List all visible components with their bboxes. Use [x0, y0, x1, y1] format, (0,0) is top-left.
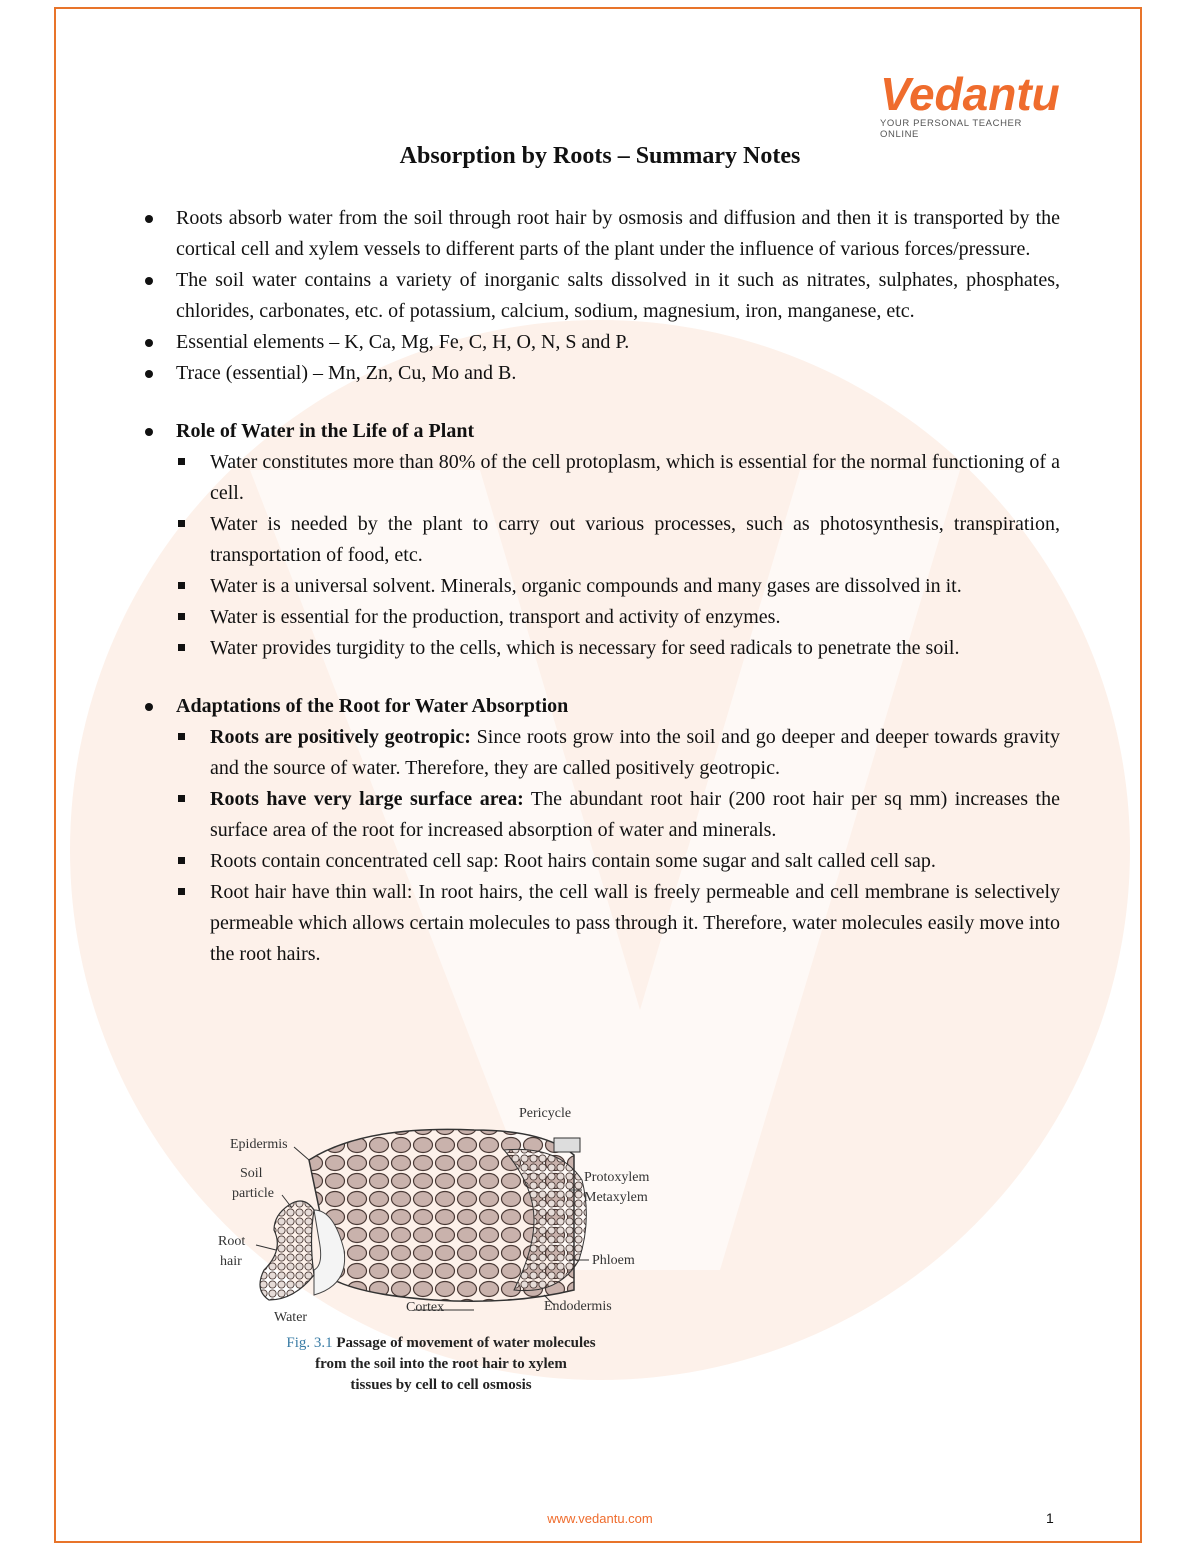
section-heading-role-of-water: Role of Water in the Life of a Plant	[144, 416, 1060, 447]
section-heading-adaptations: Adaptations of the Root for Water Absorption	[144, 691, 1060, 722]
caption-line-2: from the soil into the root hair to xylem	[315, 1356, 567, 1372]
logo-tagline: YOUR PERSONAL TEACHER ONLINE	[880, 118, 1022, 140]
label-phloem: Phloem	[592, 1253, 635, 1268]
notes-body	[144, 203, 1060, 970]
label-soil: Soil	[240, 1166, 263, 1181]
intro-bullet: Trace (essential) – Mn, Zn, Cu, Mo and B.	[144, 358, 1060, 389]
page-number: 1	[1046, 1510, 1054, 1526]
role-item: Water is essential for the production, transport and activity of enzymes.	[176, 602, 1060, 633]
logo-wordmark: Vedantu	[880, 68, 1060, 120]
role-item: Water is a universal solvent. Minerals, organic compounds and many gases are dissolved in it.	[176, 571, 1060, 602]
adapt-item-lead: Roots are positively geotropic:	[210, 726, 471, 748]
vedantu-logo[interactable]	[880, 70, 1060, 140]
label-water: Water	[274, 1310, 308, 1325]
page-title: Absorption by Roots – Summary Notes	[399, 143, 801, 169]
adapt-item-text: Since roots grow into the soil and go deeper and deeper towards gravity and the source of water. Therefore, they are called positively geotropic.	[210, 726, 1060, 779]
adapt-item-text: The abundant root hair (200 root hair per sq mm) increases the surface area of the root for increased absorption of water and minerals.	[210, 788, 1060, 841]
footer-website-link[interactable]: www.vedantu.com	[547, 1511, 653, 1526]
label-protoxylem: Protoxylem	[584, 1170, 650, 1185]
label-epidermis: Epidermis	[230, 1137, 288, 1152]
role-item: Water is needed by the plant to carry out various processes, such as photosynthesis, transpiration, transportation of food, etc.	[176, 509, 1060, 571]
adapt-item-text: Root hair have thin wall: In root hairs, the cell wall is freely permeable and cell membrane is selectively permeable which allows certain molecules to pass through it. Therefore, water molecules easily move into the root hairs.	[210, 881, 1060, 965]
label-particle: particle	[232, 1186, 274, 1201]
intro-bullet: The soil water contains a variety of inorganic salts dissolved in it such as nitrates, sulphates, phosphates, chlorides, carbonates, etc. of potassium, calcium, sodium, magnesium, iron, manganese, etc.	[144, 265, 1060, 327]
intro-bullet: Roots absorb water from the soil through root hair by osmosis and diffusion and then it is transported by the cortical cell and xylem vessels to different parts of the plant under the influence of various forces/pressure.	[144, 203, 1060, 265]
adapt-item	[176, 877, 1060, 970]
label-endodermis: Endodermis	[544, 1299, 612, 1314]
root-cell-diagram	[214, 1100, 674, 1330]
intro-bullet: Essential elements – K, Ca, Mg, Fe, C, H, O, N, S and P.	[144, 327, 1060, 358]
adapt-item	[176, 784, 1060, 846]
figure-caption	[266, 1333, 616, 1396]
label-metaxylem: Metaxylem	[584, 1190, 648, 1205]
caption-line-3: tissues by cell to cell osmosis	[350, 1377, 532, 1393]
figure-number: Fig. 3.1	[286, 1335, 333, 1351]
adapt-item	[176, 722, 1060, 784]
adapt-item	[176, 846, 1060, 877]
label-pericycle: Pericycle	[519, 1106, 572, 1121]
adapt-item-text: Roots contain concentrated cell sap: Root hairs contain some sugar and salt called cell sap.	[210, 850, 936, 872]
label-root: Root	[218, 1234, 246, 1249]
adapt-item-lead: Roots have very large surface area:	[210, 788, 524, 810]
role-item: Water constitutes more than 80% of the cell protoplasm, which is essential for the normal functioning of a cell.	[176, 447, 1060, 509]
caption-line-1: Passage of movement of water molecules	[336, 1335, 596, 1351]
label-cortex: Cortex	[406, 1300, 445, 1315]
label-hair: hair	[220, 1254, 242, 1269]
role-item: Water provides turgidity to the cells, which is necessary for seed radicals to penetrate the soil.	[176, 633, 1060, 664]
